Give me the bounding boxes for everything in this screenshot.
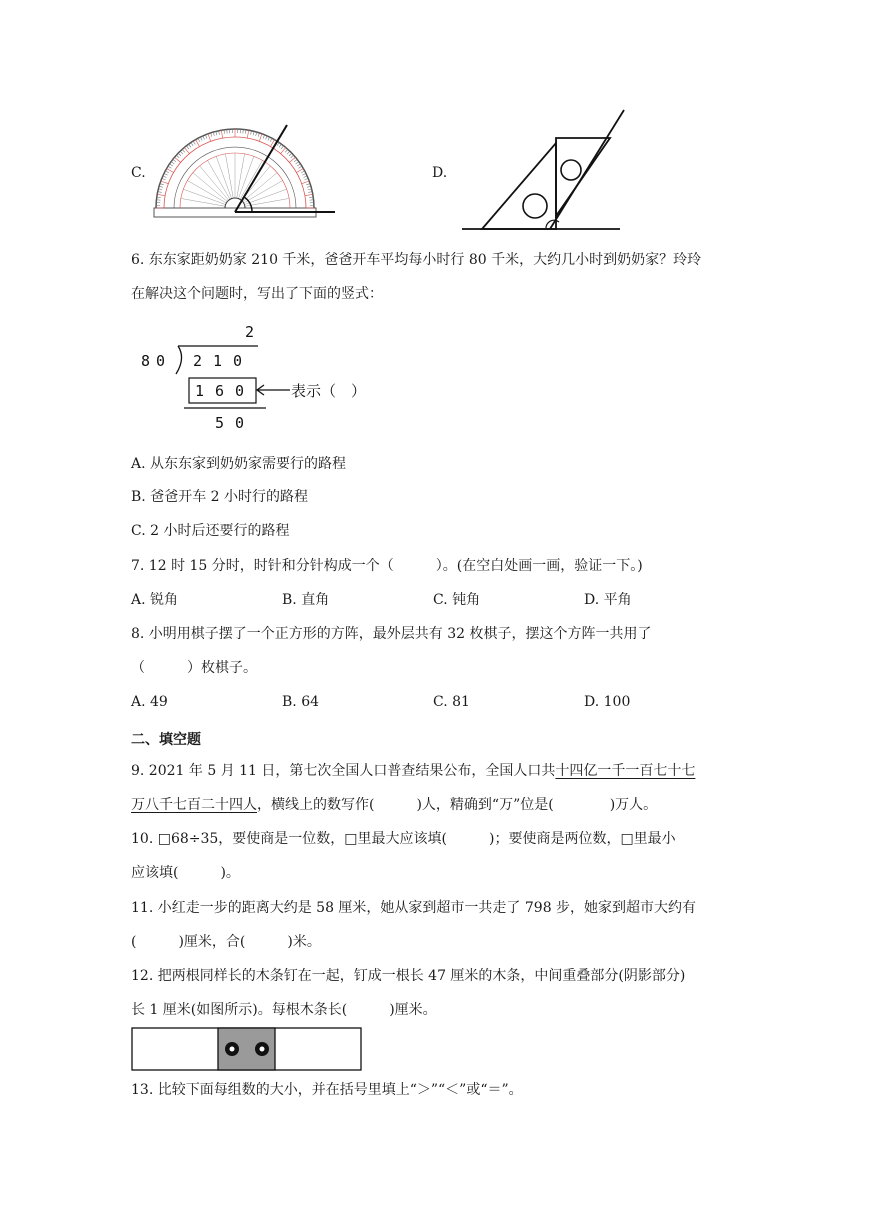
division-quotient: 2 — [245, 323, 255, 341]
q7-option-a[interactable]: A. 锐角 — [131, 592, 179, 608]
q10-text-line1: 10. □68÷35，要使商是一位数，□里最大应该填( )；要使商是两位数，□里最小 — [131, 831, 676, 847]
q6-text-line2: 在解决这个问题时，写出了下面的竖式： — [131, 286, 383, 302]
q10-text-line2: 应该填( )。 — [131, 865, 240, 881]
q9-underlined-number-part2: 万八千七百二十四人 — [131, 797, 257, 813]
q11-text-line1: 11. 小红走一步的距离大约是 58 厘米，她从家到超市一共走了 798 步，她家到超市大约有 — [131, 900, 697, 916]
q8-option-d[interactable]: D. 100 — [584, 694, 631, 710]
q7-option-d[interactable]: D. 平角 — [584, 592, 632, 608]
q9-text-line2 — [131, 795, 657, 815]
q8-text-line2: （ ）枚棋子。 — [131, 660, 257, 676]
wood-strips-figure — [131, 1027, 363, 1073]
q12-text-line2: 长 1 厘米(如图所示)。每根木条长( )厘米。 — [131, 1002, 437, 1018]
division-dividend: 210 — [193, 352, 254, 370]
arrow-label: 表示（ ） — [291, 382, 367, 400]
q11-text-line2: ( )厘米，合( )米。 — [131, 934, 321, 950]
q13-text: 13. 比较下面每组数的大小，并在括号里填上“＞”“＜”或“＝”。 — [131, 1082, 523, 1098]
q7-text: 7. 12 时 15 分时，时针和分针构成一个（ ）。(在空白处画一画，验证一下。) — [131, 558, 643, 574]
q7-option-c[interactable]: C. 钝角 — [433, 592, 481, 608]
q9-prefix: 9. 2021 年 5 月 11 日，第七次全国人口普查结果公布，全国人口共 — [131, 763, 556, 779]
section-title-fill-in: 二、填空题 — [131, 732, 201, 748]
q8-option-b[interactable]: B. 64 — [282, 694, 320, 710]
q9-suffix: ，横线上的数写作( )人，精确到“万”位是( )万人。 — [257, 797, 658, 813]
q9-text-line1 — [131, 761, 695, 781]
division-remainder: 50 — [215, 414, 256, 432]
q7-option-b[interactable]: B. 直角 — [282, 592, 330, 608]
option-d-label[interactable]: D. — [432, 165, 448, 181]
q6-option-c[interactable]: C. 2 小时后还要行的路程 — [131, 523, 290, 539]
q6-option-b[interactable]: B. 爸爸开车 2 小时行的路程 — [131, 489, 308, 505]
q9-underlined-number-part1: 十四亿一千一百七十七 — [555, 763, 696, 779]
q12-text-line1: 12. 把两根同样长的木条钉在一起，钉成一根长 47 厘米的木条，中间重叠部分(阴影部分) — [131, 968, 686, 984]
protractor-figure — [150, 120, 350, 220]
triangle-ruler-figure — [460, 108, 630, 233]
q6-text-line1: 6. 东东家距奶奶家 210 千米，爸爸开车平均每小时行 80 千米，大约几小时到奶奶家？玲玲 — [131, 252, 702, 268]
division-divisor: 80 — [141, 352, 172, 370]
option-c-label[interactable]: C. — [131, 165, 146, 181]
q6-option-a[interactable]: A. 从东东家到奶奶家需要行的路程 — [131, 456, 347, 472]
division-product: 160 — [195, 382, 256, 400]
q8-text-line1: 8. 小明用棋子摆了一个正方形的方阵，最外层共有 32 枚棋子，摆这个方阵一共用了 — [131, 626, 652, 642]
q8-option-c[interactable]: C. 81 — [433, 694, 470, 710]
long-division-figure — [138, 318, 388, 438]
q8-option-a[interactable]: A. 49 — [131, 694, 168, 710]
